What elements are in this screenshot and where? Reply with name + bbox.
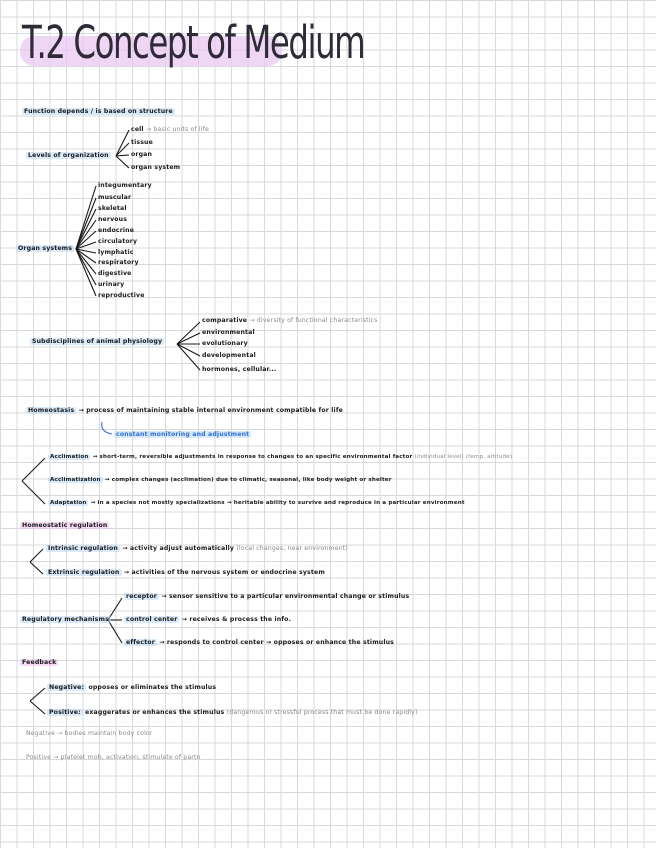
feedback-row: Negative: opposes or eliminates the stimulus [49, 684, 217, 691]
regulation-row: Extrinsic regulation → activities of the nervous system or endocrine system [48, 569, 325, 576]
organ-systems-label: Organ systems [18, 245, 73, 252]
feedback-example: Positive → platelet mob, activation, stimulate of partn [26, 754, 201, 761]
level-cell: cell → basic units of life [131, 126, 209, 133]
organ-system-item: lymphatic [98, 249, 134, 256]
organ-system-item: skeletal [98, 205, 127, 212]
subdiscipline-item: developmental [202, 352, 256, 359]
subdiscipline-item: environmental [202, 329, 255, 336]
organ-system-item: circulatory [98, 238, 138, 245]
organ-system-item: muscular [98, 194, 132, 201]
homeostasis-arrow [102, 422, 112, 434]
subdisciplines-brace [177, 322, 200, 370]
level-tissue: tissue [131, 139, 153, 146]
feedback-label: Feedback [22, 659, 57, 666]
regulatory-label: Regulatory mechanisms [22, 616, 109, 623]
organ-system-item: nervous [98, 216, 128, 223]
page-title: T.2 Concept of Medium [22, 16, 365, 69]
homeostatic-regulation-label: Homeostatic regulation [22, 522, 108, 529]
homeostasis-line: Homeostasis → process of maintaining stable internal environment compatible for life [28, 407, 344, 414]
adaptation-row: Adaptation → in a species not mostly specializations → heritable ability to survive and reproduce in a particular environment [50, 500, 465, 506]
adaptation-brace [22, 458, 45, 504]
subdiscipline-item: comparative → diversity of functional characteristics [202, 317, 378, 324]
feedback-brace [30, 688, 45, 714]
organ-system-item: respiratory [98, 259, 139, 266]
organ-system-item: digestive [98, 270, 132, 277]
organ-system-item: endocrine [98, 227, 135, 234]
regulatory-row: effector → responds to control center → opposes or enhance the stimulus [126, 639, 395, 646]
organ-systems-brace [76, 186, 96, 296]
subdiscipline-item: evolutionary [202, 340, 248, 347]
levels-brace [116, 130, 129, 168]
organ-system-item: integumentary [98, 182, 152, 189]
adaptation-row: Acclimatization → complex changes (acclimation) due to climatic, seasonal, like body weight or shelter [50, 477, 392, 483]
level-organ: organ [131, 151, 153, 158]
intro-text: Function depends / is based on structure [24, 108, 173, 115]
regulatory-row: control center → receives & process the info. [126, 616, 292, 623]
adaptation-row: Acclimation → short-term, reversible adjustments in response to changes to an specific environmental factor (individual level) (temp, altitude) [50, 454, 513, 460]
feedback-example: Negative → bodies maintain body color [26, 730, 153, 737]
levels-label: Levels of organization [28, 152, 109, 159]
organ-system-item: reproductive [98, 292, 145, 299]
subdisciplines-label: Subdisciplines of animal physiology [32, 338, 163, 345]
feedback-row: Positive: exaggerates or enhances the stimulus (dangerous or stressful process that must be done rapidly) [49, 709, 418, 716]
homeostasis-blue-note: constant monitoring and adjustment [116, 431, 250, 438]
regulation-brace [30, 549, 43, 574]
organ-system-item: urinary [98, 281, 125, 288]
level-organ-system: organ system [131, 164, 181, 171]
regulatory-row: receptor → sensor sensitive to a particular environmental change or stimulus [126, 593, 410, 600]
subdiscipline-item: hormones, cellular... [202, 366, 277, 373]
regulation-row: Intrinsic regulation → activity adjust automatically (local changes, near environment) [48, 545, 348, 552]
